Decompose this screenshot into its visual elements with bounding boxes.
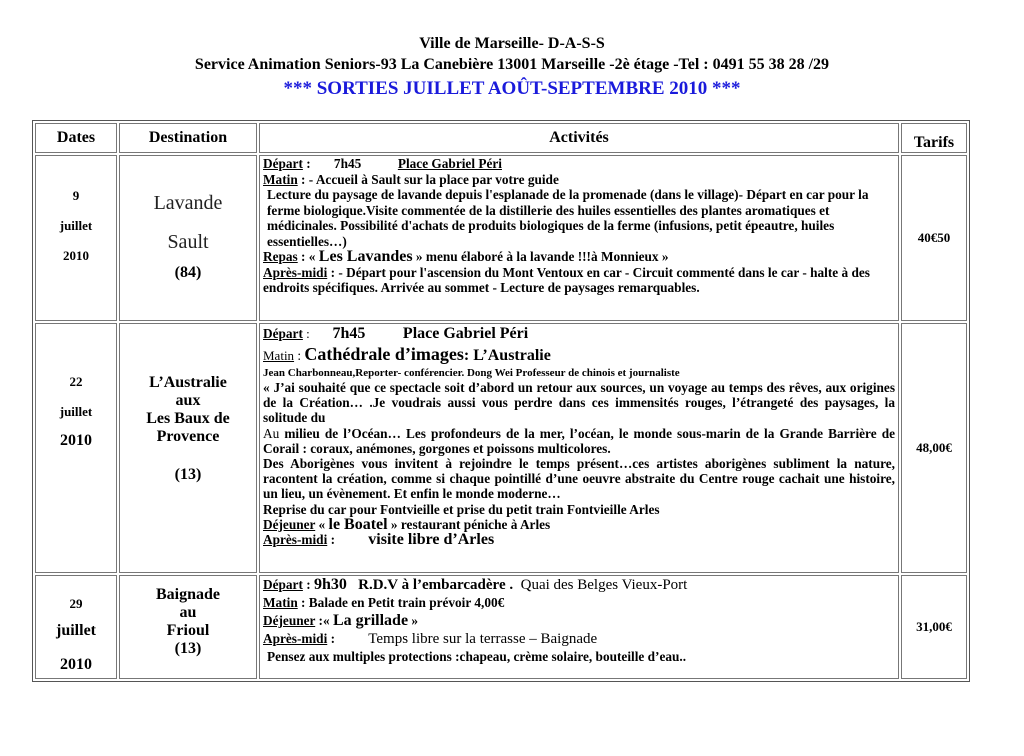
matin-label: Matin xyxy=(263,348,295,363)
dejeuner-text-end: » restaurant péniche à Arles xyxy=(387,516,551,532)
apres-midi-text: visite libre d’Arles xyxy=(368,531,495,549)
depart-label: Départ xyxy=(263,156,303,171)
destination-cell xyxy=(119,323,257,573)
activities-cell xyxy=(259,155,899,321)
quote-text-2 xyxy=(263,426,895,456)
destination-line4: Provence xyxy=(156,428,220,445)
dejeuner-text-end: » xyxy=(408,613,419,628)
dejeuner-line xyxy=(263,517,895,532)
col-header-tarifs: Tarifs xyxy=(901,123,967,153)
table-row xyxy=(35,575,967,679)
depart-time: 7h45 xyxy=(332,325,366,342)
depart-line: Départ : 7h45 Place Gabriel Péri xyxy=(263,325,529,342)
apres-midi-label: Après-midi xyxy=(263,264,328,280)
apres-midi-line xyxy=(263,265,895,296)
depart-sep: : xyxy=(302,577,314,592)
destination-name: Lavande xyxy=(153,192,223,214)
quote-text-1: « J’ai souhaité que ce spectacle soit d’abord un retour aux sources, un voyage au temps des rêves, aux origines de la Création… .Je voudrais aussi vous perdre dans ces immensités rouges, l’étrangeté des paysages, la solitude du xyxy=(263,380,895,426)
destination-line2: aux xyxy=(175,392,201,409)
depart-place: Place Gabriel Péri xyxy=(397,156,502,171)
depart-label: Départ xyxy=(263,326,303,341)
activities-cell xyxy=(259,575,899,679)
destination-name: Baignade xyxy=(155,586,220,603)
dejeuner-text: :« xyxy=(315,613,333,628)
speaker-line: Jean Charbonneau,Reporter- conférencier. Dong Wei Professeur de chinois et journaliste xyxy=(263,367,680,379)
tarif-cell: 48,00€ xyxy=(901,323,967,573)
matin-text: : - Accueil à Sault sur la place par votre guide xyxy=(297,171,559,187)
destination-dept: (13) xyxy=(174,640,202,657)
table-row xyxy=(35,323,967,573)
header-city: Ville de Marseille- D-A-S-S xyxy=(419,35,605,52)
dejeuner-text: « xyxy=(315,516,329,532)
date-year: 2010 xyxy=(60,432,92,449)
tarif-cell: 31,00€ xyxy=(901,575,967,679)
depart-place: Quai des Belges Vieux-Port xyxy=(516,577,688,593)
depart-place: Place Gabriel Péri xyxy=(402,325,529,342)
destination-line2: au xyxy=(179,604,197,621)
destination-line3: Frioul xyxy=(166,622,210,639)
col-header-activites: Activités xyxy=(259,123,899,153)
table-header-row xyxy=(35,123,967,153)
col-header-dates: Dates xyxy=(35,123,117,153)
date-day: 29 xyxy=(69,596,83,611)
depart-line: Départ : 7h45 Place Gabriel Péri xyxy=(263,156,502,171)
destination-dept: (84) xyxy=(174,264,202,281)
date-month: juillet xyxy=(59,218,93,233)
dejeuner-restaurant: le Boatel xyxy=(328,515,388,533)
date-day: 9 xyxy=(72,188,80,203)
date-year: 2010 xyxy=(63,248,89,263)
repas-line xyxy=(263,249,895,265)
date-cell xyxy=(35,575,117,679)
apres-midi-label: Après-midi xyxy=(263,631,328,646)
matin-label: Matin xyxy=(263,595,298,610)
tarif-cell: 40€50 xyxy=(901,155,967,321)
dejeuner-restaurant: La grillade xyxy=(332,612,409,629)
dejeuner-label: Déjeuner xyxy=(263,516,316,532)
repas-text-end: » menu élaboré à la lavande !!!à Monnieux » xyxy=(412,249,669,264)
destination-cell xyxy=(119,155,257,321)
date-month: juillet xyxy=(59,404,93,419)
header-service: Service Animation Seniors-93 La Canebière 13001 Marseille -2è étage -Tel : 0491 55 38 28 /29 xyxy=(194,56,830,73)
apres-midi-sep: : xyxy=(327,532,369,548)
destination-line3: Les Baux de xyxy=(146,410,230,427)
apres-midi-line xyxy=(263,630,895,648)
dejeuner-line xyxy=(263,612,895,630)
destination-dept: (13) xyxy=(174,466,202,483)
quote-text-2b: milieu de l’Océan… Les profondeurs de la mer, l’océan, le monde sous-marin de la Grande Barrière de Corail : coraux, anémones, gorgones et poissons multicolores. xyxy=(263,425,895,456)
activities-cell xyxy=(259,323,899,573)
page-title: *** SORTIES JUILLET AOÛT-SEPTEMBRE 2010 *** xyxy=(283,78,741,99)
apres-midi-text: Temps libre sur la terrasse – Baignade xyxy=(368,631,598,647)
quote-text-2a: Au xyxy=(263,425,280,441)
matin-label: Matin xyxy=(263,171,298,187)
matin-title-end: : L’Australie xyxy=(463,347,551,364)
quote-text-3: Des Aborigènes vous invitent à rejoindre le temps présent…ces artistes aborigènes subliment la nature, racontent la création, comme si chaque pointillé d’une oeuvre abstraite du Centre rouge cachait une histoire, un lieu, un évènement. Et enfin le monde moderne… xyxy=(263,456,895,502)
matin-line xyxy=(263,594,895,612)
outings-table xyxy=(32,120,970,682)
depart-time: 9h30 xyxy=(313,576,347,593)
depart-time: 7h45 xyxy=(333,156,362,171)
advice-line: Pensez aux multiples protections :chapeau, crème solaire, bouteille d’eau.. xyxy=(267,649,687,664)
description-text: Lecture du paysage de lavande depuis l'esplanade de la promenade (dans le village)- Départ en car pour la ferme biologique.Visite commentée de la distillerie des huiles essentielles des plantes aromatiques et médicinales. Possibilité d'achats de produits biologiques de la ferme (infusions, petit épeautre, huiles essentielles…) xyxy=(267,187,869,249)
matin-title: Cathédrale d’images xyxy=(304,344,464,364)
date-cell xyxy=(35,323,117,573)
table-row xyxy=(35,155,967,321)
apres-midi-label: Après-midi xyxy=(263,532,328,548)
matin-line xyxy=(263,172,895,188)
apres-midi-sep: : xyxy=(327,631,369,646)
date-cell xyxy=(35,155,117,321)
repas-text: : « xyxy=(297,249,319,264)
repas-label: Repas xyxy=(263,249,298,264)
matin-sep: : xyxy=(294,348,305,363)
depart-rdv: R.D.V à l’embarcadère . xyxy=(346,577,517,593)
destination-town: Sault xyxy=(167,231,209,253)
matin-line xyxy=(263,344,895,366)
destination-cell xyxy=(119,575,257,679)
dejeuner-label: Déjeuner xyxy=(263,613,316,628)
apres-midi-line xyxy=(263,532,895,547)
apres-midi-text: : - Départ pour l'ascension du Mont Ventoux en car - Circuit commenté dans le car - halte à des endroits spécifiques. Arrivée au sommet - Lecture de paysages remarquables. xyxy=(263,264,870,295)
date-day: 22 xyxy=(69,374,83,389)
date-year: 2010 xyxy=(60,656,92,673)
reprise-line: Reprise du car pour Fontvieille et prise du petit train Fontvieille Arles xyxy=(263,501,660,517)
matin-text: : Balade en Petit train prévoir 4,00€ xyxy=(297,595,505,610)
depart-label: Départ xyxy=(263,577,303,592)
destination-name: L’Australie xyxy=(149,374,227,391)
date-month: juillet xyxy=(56,622,96,639)
col-header-destination: Destination xyxy=(119,123,257,153)
repas-restaurant: Les Lavandes xyxy=(318,248,413,265)
depart-line xyxy=(263,576,895,594)
